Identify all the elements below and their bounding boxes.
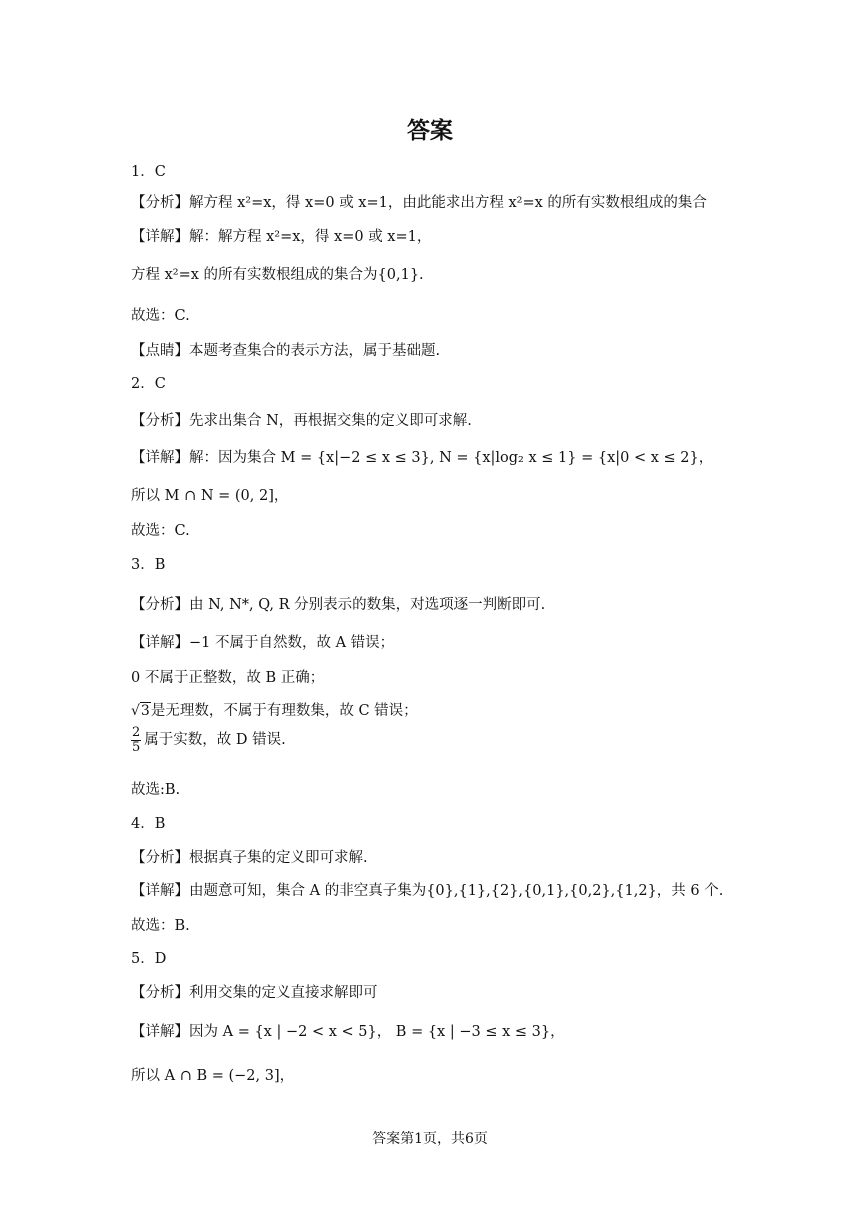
solution-text: 【详解】解：因为集合 M = {x|−2 ≤ x ≤ 3}, N = {x|log₂ x ≤ 1} = {x|0 < x ≤ 2}，	[131, 450, 714, 466]
answer-number: 2．C	[131, 376, 166, 392]
solution-text: 是无理数，不属于有理数集，故 C 错误；	[150, 703, 418, 719]
analysis-text: 【分析】利用交集的定义直接求解即可	[131, 985, 378, 1001]
fraction: $\frac{2}{5}$	[132, 725, 141, 755]
choice-text: 故选：B.	[131, 918, 190, 934]
solution-text: 所以 A ∩ B = (−2, 3]，	[131, 1068, 295, 1084]
solution-text: 【详解】解：解方程 x²=x，得 x=0 或 x=1，	[131, 229, 432, 245]
solution-text: 方程 x²=x 的所有实数根组成的集合为{0,1}.	[131, 267, 424, 283]
choice-text: 故选：C.	[131, 308, 190, 324]
solution-text: 【详解】因为 A = {x | −2 < x < 5}， B = {x | −3 ≤ x ≤ 3}，	[131, 1024, 565, 1040]
analysis-text: 【分析】由 N, N*, Q, R 分别表示的数集，对选项逐一判断即可.	[131, 597, 546, 613]
analysis-text: 【分析】解方程 x²=x，得 x=0 或 x=1，由此能求出方程 x²=x 的所有实数根组成的集合	[131, 195, 707, 211]
answer-number: 1．C	[131, 164, 166, 180]
page-footer: 答案第1页，共6页	[372, 1131, 488, 1147]
analysis-text: 【分析】先求出集合 N，再根据交集的定义即可求解.	[131, 413, 472, 429]
solution-text: 所以 M ∩ N = (0, 2]，	[131, 488, 289, 504]
solution-text: 【详解】由题意可知，集合 A 的非空真子集为{0},{1},{2},{0,1},{0,2},{1,2}，共 6 个.	[131, 883, 724, 899]
solution-text: 【详解】−1 不属于自然数，故 A 错误；	[131, 635, 395, 651]
answer-number: 4．B	[131, 816, 166, 832]
solution-line	[131, 699, 418, 720]
sqrt-expression: √3	[131, 703, 150, 719]
solution-line	[131, 726, 286, 754]
solution-text: 0 不属于正整数，故 B 正确；	[131, 670, 325, 686]
solution-text: 属于实数，故 D 错误.	[144, 732, 286, 749]
comment-text: 【点睛】本题考查集合的表示方法，属于基础题.	[131, 343, 441, 359]
choice-text: 故选：C.	[131, 523, 190, 539]
answer-number: 3．B	[131, 557, 166, 573]
page-title: 答案	[407, 118, 453, 144]
analysis-text: 【分析】根据真子集的定义即可求解.	[131, 850, 368, 866]
choice-text: 故选:B.	[131, 782, 181, 798]
answer-number: 5．D	[131, 951, 167, 967]
